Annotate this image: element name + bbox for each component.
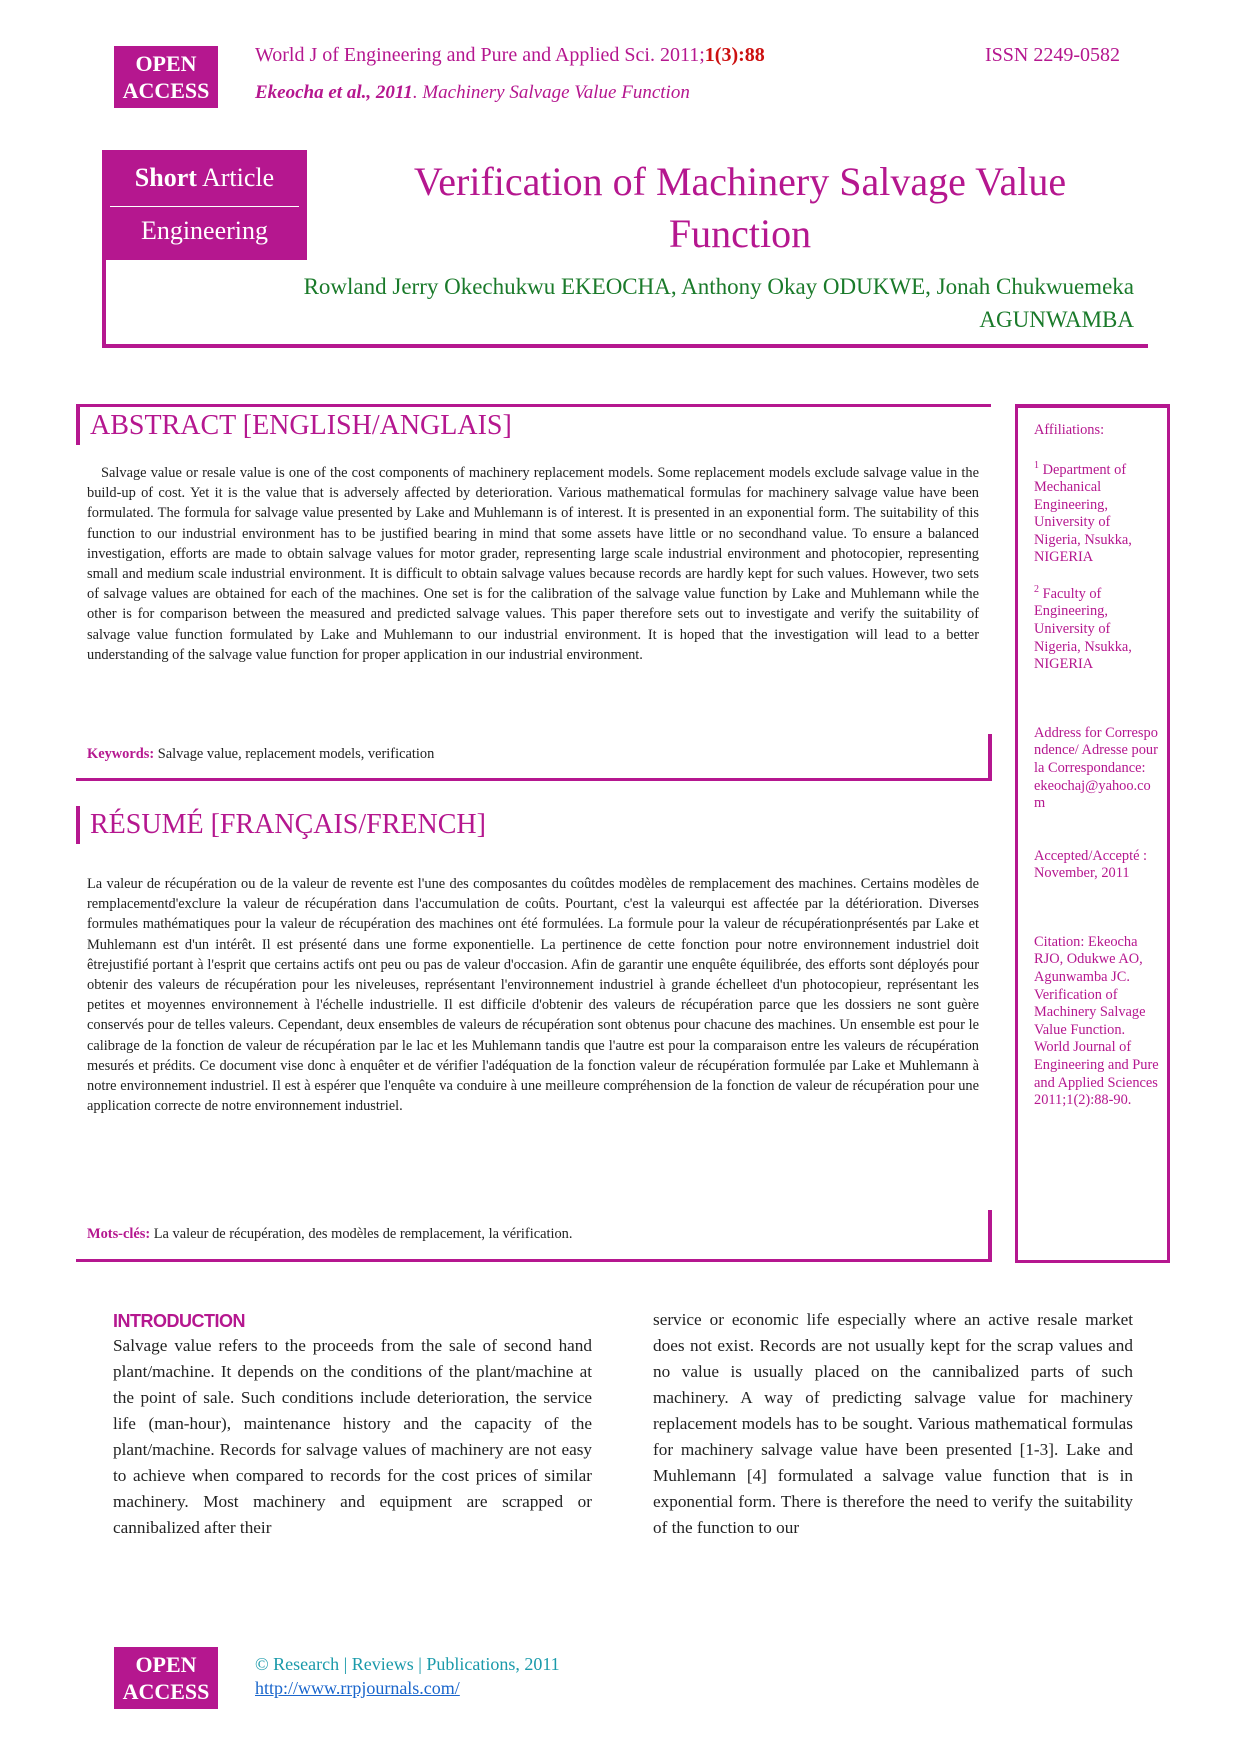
- abstract-en-right-bar: [988, 734, 992, 781]
- article-type-bold: Short: [134, 163, 197, 192]
- abstract-en-body: Salvage value or resale value is one of the cost components of machinery replacement models. Some replacement models exclude salvage value in the build-up of cost. Yet it is the value that is adversely affected by deterioration. Various mathematical formulas for machinery salvage value have been formulated. The formula for salvage value presented by Lake and Muhlemann is of interest. It is presented in an exponential form. The suitability of this function to our industrial environment has to be justified bearing in mind that some assets have little or no secondhand value. To ensure a balanced investigation, efforts are made to obtain salvage values for motor grader, representing large scale industrial environment and photocopier, representing small and medium scale industrial environment. It is difficult to obtain salvage values because records are hardly kept for such values. However, two sets of salvage values are obtained for each of the machines. One set is for the calibration of the salvage value function by Lake and Muhlemann while the other is for comparison between the measured and predicted salvage values. This paper therefore sets out to investigate and verify the suitability of salvage value function formulated by Lake and Muhlemann to our industrial environment. It is hoped that the investigation will lead to a better understanding of the salvage value function for proper application in our industrial environment.: [87, 465, 979, 663]
- body-column-1: Salvage value refers to the proceeds from the sale of second hand plant/machine. It depends on the conditions of the plant/machine at the point of sale. Such conditions include deterioration, the service life (man-hour), maintenance history and the capacity of the plant/machine. Records for salvage values of machinery are not easy to achieve when compared to records for the cost prices of similar machinery. Most machinery and equipment are scrapped or cannibalized after their: [113, 1336, 592, 1537]
- mots-cles-text: La valeur de récupération, des modèles de remplacement, la vérification.: [150, 1226, 573, 1242]
- footer-copyright: © Research | Reviews | Publications, 2011: [255, 1654, 560, 1674]
- article-type-rest: Article: [196, 163, 275, 192]
- affiliation-1-text: Department of Mechanical Engineering, University of Nigeria, Nsukka, NIGERIA: [1034, 461, 1132, 566]
- affiliation-1: [1034, 457, 1160, 567]
- running-author-bold: Ekeocha et al., 2011: [255, 82, 413, 103]
- keywords-label: Keywords:: [87, 746, 155, 762]
- authors-line2: AGUNWAMBA: [979, 307, 1134, 332]
- abstract-fr-heading: RÉSUMÉ [FRANÇAIS/FRENCH]: [76, 806, 486, 844]
- citation-label: Citation:: [1034, 933, 1085, 950]
- keywords-text: Salvage value, replacement models, verification: [154, 746, 435, 762]
- accepted-date: Accepted/Accepté : November, 2011: [1034, 847, 1148, 882]
- correspondence-email[interactable]: ekeochaj@yahoo.com: [1034, 777, 1151, 812]
- introduction-heading: INTRODUCTION: [113, 1311, 245, 1331]
- affiliation-2-number: 2: [1034, 583, 1039, 595]
- issn: ISSN 2249-0582: [985, 44, 1121, 66]
- affiliation-1-number: 1: [1034, 459, 1039, 471]
- abstract-en-bottom-rule: [76, 778, 991, 781]
- mots-cles-label: Mots-clés:: [87, 1226, 151, 1242]
- affiliations-label: Affiliations:: [1034, 422, 1105, 438]
- journal-issue: 1(3):88: [704, 44, 765, 66]
- abstract-fr-body: La valeur de récupération ou de la valeur de revente est l'une des composantes du coûtdes modèles de remplacement des machines. Certains modèles de remplacementd'exclure la valeur de récupération dans l'accumulation de coûts. Pourtant, c'est la valeurqui est affectée par la détérioration. Diverses formules mathématiques pour la valeur de récupération des machines ont été formulées. La formule pour la valeur de récupérationprésentés par Lake et Muhlemann est d'un intérêt. Il est présenté dans une forme exponentielle. La pertinence de cette fonction pour notre environnement industriel doit êtrejustifié portant à l'esprit que certains actifs ont peu ou pas de valeur d'occasion. Afin de garantir une enquête équilibrée, des efforts sont déployés pour obtenir des valeurs de récupération pour les niveleuses, représentant l'environnement industriel à grande échelleet d'un photocopieur, représentant les petites et moyennes environnement à l'échelle industrielle. Il est difficile d'obtenir des valeurs de récupération parce que les dossiers ne sont guère conservés pour de telles valeurs. Cependant, deux ensembles de valeurs de récupération sont obtenus pour chacune des machines. Un ensemble est pour le calibrage de la fonction de valeur de récupération par le lac et les Muhlemann tandis que l'autre est pour la comparaison entre les valeurs de récupération mesurés et prédits. Ce document vise donc à enquêter et de vérifier l'adéquation de la fonction valeur de récupération formulée par Lake et Muhlemann à notre environnement industriel. Il est à espérer que l'enquête va conduire à une meilleure compréhension de la fonction de valeur de récupération pour une application correcte de notre environnement industriel.: [87, 876, 979, 1115]
- running-title: . Machinery Salvage Value Function: [412, 82, 690, 103]
- citation: [1034, 934, 1160, 1110]
- abstract-en-heading: ABSTRACT [ENGLISH/ANGLAIS]: [76, 407, 512, 445]
- paper-title: [320, 156, 1160, 260]
- journal-citation: [255, 44, 765, 67]
- body-column-2: service or economic life especially where an active resale market does not exist. Records are not usually kept for the scrap values and no value is usually placed on the cannibalized parts of such machinery. A way of predicting salvage value for machinery replacement models has to be sought. Various mathematical formulas for machinery salvage value have been presented [1-3]. Lake and Muhlemann [4] formulated a salvage value function that is in exponential form. There is therefore the need to verify the suitability of the function to our: [653, 1310, 1133, 1537]
- open-access-badge: [114, 46, 218, 108]
- authors: [160, 270, 1134, 336]
- open-access-line1: OPEN: [135, 51, 197, 76]
- paper-title-line1: Verification of Machinery Salvage Value: [413, 159, 1067, 204]
- footer-url-link[interactable]: http://www.rrpjournals.com/: [255, 1678, 460, 1698]
- footer-open-access-line1: OPEN: [135, 1652, 197, 1677]
- running-author: [255, 82, 690, 104]
- article-type-box: [102, 150, 307, 260]
- authors-line1: Rowland Jerry Okechukwu EKEOCHA, Anthony Okay ODUKWE, Jonah Chukwuemeka: [303, 274, 1134, 299]
- abstract-en-keywords: [87, 746, 434, 763]
- journal-name: World J of Engineering and Pure and Applied Sci. 2011;: [255, 44, 705, 66]
- article-type-line1: [102, 150, 307, 198]
- citation-text: Ekeocha RJO, Odukwe AO, Agunwamba JC. Verification of Machinery Salvage Value Function. World Journal of Engineering and Pure and Applied Sciences 2011;1(2):88-90.: [1034, 933, 1159, 1109]
- footer: [255, 1652, 560, 1700]
- address-label: Address for Correspondence/ Adresse pour la Correspondance:: [1034, 724, 1158, 776]
- footer-open-access-line2: ACCESS: [122, 1679, 210, 1704]
- affiliation-2-text: Faculty of Engineering, University of Nigeria, Nsukka, NIGERIA: [1034, 585, 1132, 673]
- paper-title-line2: Function: [668, 211, 812, 256]
- abstract-fr-bottom-rule: [76, 1259, 991, 1262]
- abstract-fr-keywords: [87, 1226, 572, 1243]
- footer-open-access-badge: [114, 1647, 218, 1709]
- article-category: Engineering: [110, 206, 299, 251]
- sidebar: [1034, 422, 1160, 1110]
- open-access-line2: ACCESS: [122, 78, 210, 103]
- abstract-fr-right-bar: [988, 1210, 992, 1262]
- affiliation-2: [1034, 581, 1160, 674]
